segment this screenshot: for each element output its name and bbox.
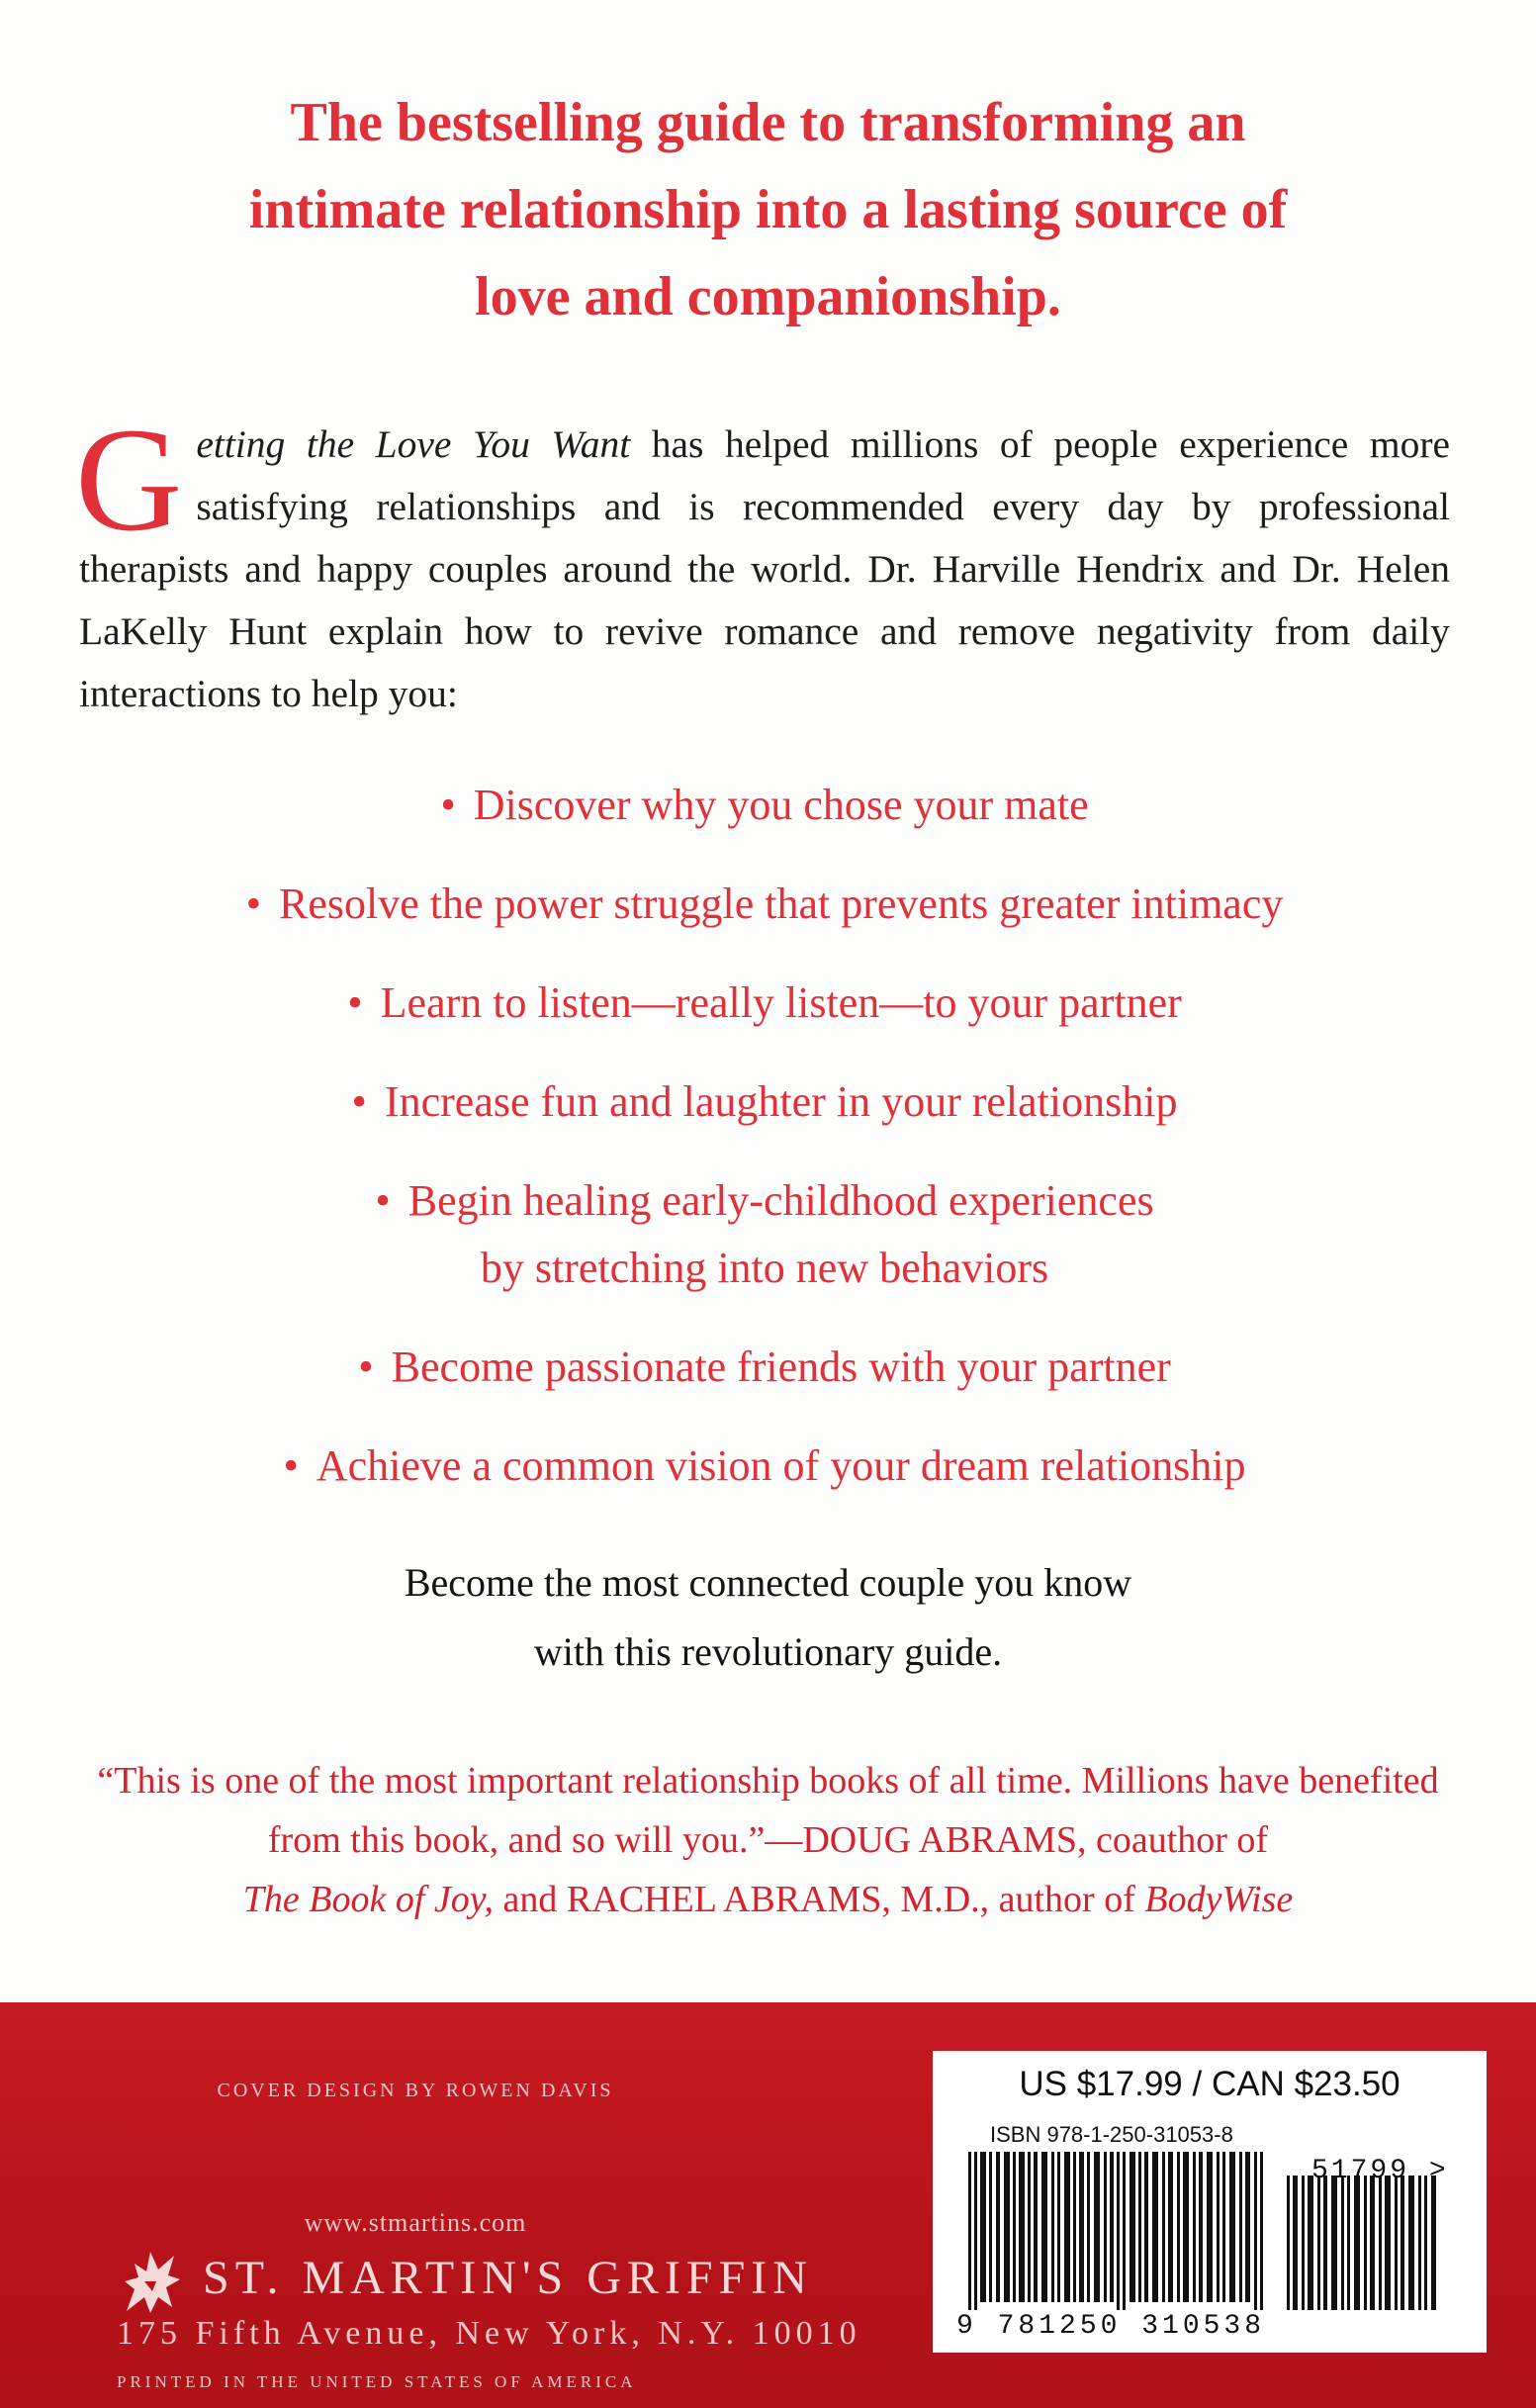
drop-cap: G: [75, 398, 183, 562]
intro-body: has helped millions of people experience more satisfying relationships and is recommended every day by professional therapists and happy couples around the world. Dr. Harville Hendrix and Dr. Helen LaKelly Hunt explain how to revive romance and remove negativity from daily interactions to help you:: [79, 422, 1451, 715]
closing-line-1: Become the most connected couple you know: [404, 1560, 1132, 1605]
list-item: [79, 1433, 1450, 1500]
headline: [148, 79, 1388, 340]
book-title: etting the Love You Want: [196, 422, 631, 466]
griffin-logo-icon: [117, 2242, 186, 2317]
bullet-dot: •: [283, 1441, 299, 1490]
bullet-dot: •: [351, 1077, 367, 1126]
bullet-dot: •: [375, 1176, 391, 1225]
bullet-dot: •: [245, 880, 262, 928]
isbn-label: ISBN 978-1-250-31053-8: [990, 2122, 1233, 2147]
headline-line-2: intimate relationship into a lasting source of: [248, 179, 1288, 240]
price-barcode-box: [933, 2051, 1487, 2353]
list-item-text: Resolve the power struggle that prevents greater intimacy: [279, 880, 1284, 928]
list-item-text: Begin healing early-childhood experiences: [407, 1176, 1154, 1225]
closing-statement: [148, 1548, 1388, 1687]
cover-design-credit: COVER DESIGN BY ROWEN DAVIS: [217, 2080, 614, 2101]
publisher-address: 175 Fifth Avenue, New York, N.Y. 10010: [117, 2315, 861, 2352]
list-item: [79, 970, 1450, 1037]
publisher-website: www.stmartins.com: [304, 2208, 527, 2237]
printed-in: PRINTED IN THE UNITED STATES OF AMERICA: [117, 2372, 637, 2391]
list-item: [79, 1334, 1450, 1401]
barcode-digits: 9 781250 310538: [956, 2311, 1266, 2342]
list-item: [79, 1068, 1450, 1136]
list-item-text: Learn to listen—really listen—to your partner: [380, 978, 1182, 1027]
intro-paragraph: [75, 398, 1451, 725]
list-item-text: Discover why you chose your mate: [473, 781, 1089, 829]
bullet-dot: •: [440, 781, 456, 829]
list-item: [79, 1167, 1450, 1302]
bullet-dot: •: [347, 978, 363, 1027]
list-item-text-continued: by stretching into new behaviors: [480, 1244, 1049, 1292]
quote-author-2: and RACHEL ABRAMS, M.D., author of: [494, 1879, 1145, 1920]
price-label: US $17.99 / CAN $23.50: [1019, 2065, 1400, 2103]
headline-line-3: love and companionship.: [475, 266, 1061, 327]
list-item: [79, 772, 1450, 839]
publisher-name: ST. MARTIN'S GRIFFIN: [203, 2252, 813, 2304]
quote-book-2: BodyWise: [1144, 1879, 1294, 1920]
quote-book-1: The Book of Joy,: [242, 1879, 495, 1920]
endorsement-quote: [59, 1751, 1477, 1929]
quote-text: “This is one of the most important relationship books of all time. Millions have benefited from this book, and so will you.”: [97, 1760, 1439, 1861]
closing-line-2: with this revolutionary guide.: [533, 1629, 1003, 1674]
list-item-text: Achieve a common vision of your dream relationship: [316, 1441, 1246, 1490]
quote-author-1: —DOUG ABRAMS, coauthor of: [765, 1819, 1269, 1861]
list-item-text: Become passionate friends with your partner: [391, 1343, 1171, 1391]
headline-line-1: The bestselling guide to transforming an: [290, 92, 1246, 153]
benefits-list: [79, 772, 1450, 1531]
list-item: [79, 871, 1450, 938]
addon-digits: 51799 >: [1311, 2156, 1449, 2186]
bullet-dot: •: [358, 1343, 374, 1391]
list-item-text: Increase fun and laughter in your relationship: [384, 1077, 1178, 1126]
